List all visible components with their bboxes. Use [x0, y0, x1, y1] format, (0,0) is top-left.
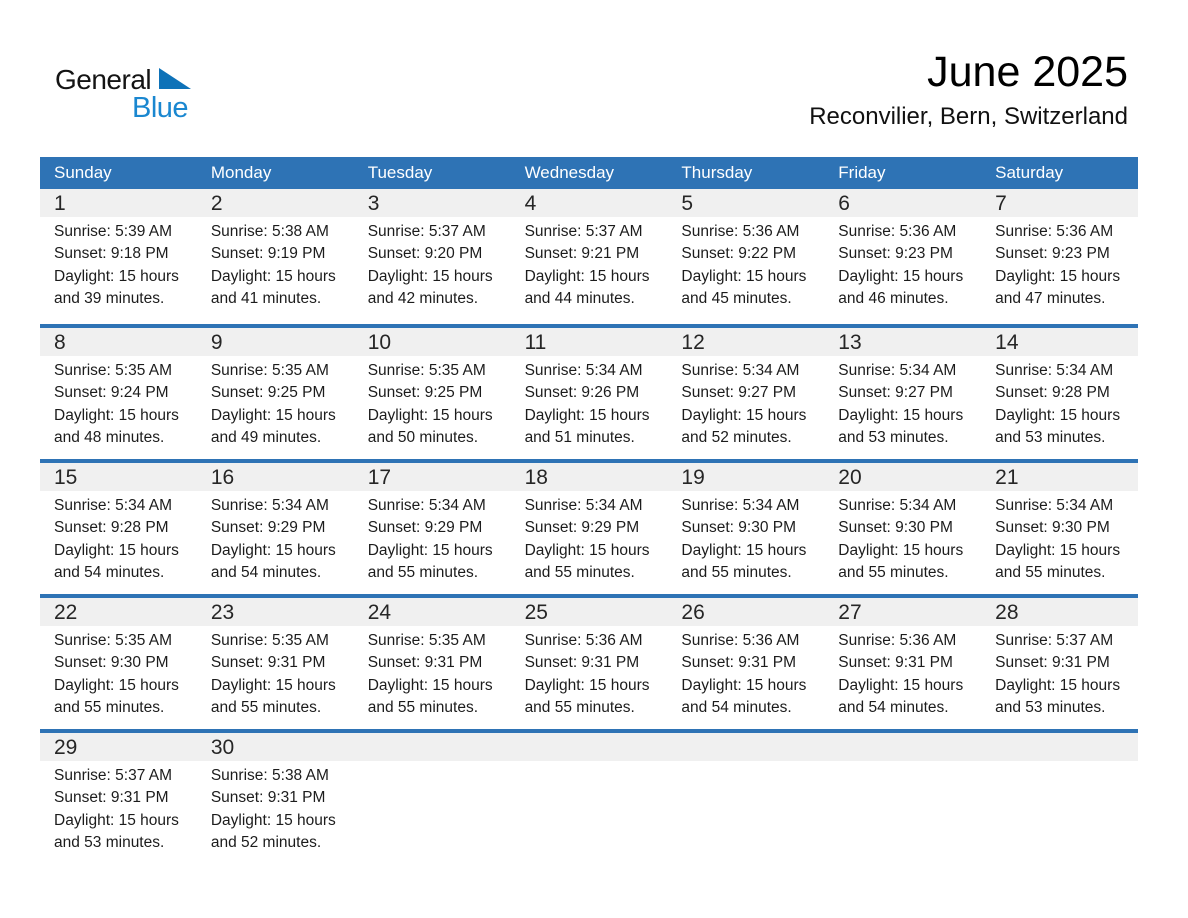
day-cell — [511, 598, 668, 729]
daylight-line1-text: Daylight: 15 hours — [210, 541, 336, 559]
day-cell — [511, 733, 668, 864]
sunset-text: Sunset: 9:31 PM — [681, 654, 797, 672]
daylight-line1-text: Daylight: 15 hours — [681, 406, 807, 424]
day-cell — [981, 598, 1138, 729]
weekday-header-friday: Friday — [838, 163, 886, 182]
day-number-band — [824, 328, 981, 356]
day-number-band — [824, 189, 981, 217]
day-number-band — [981, 328, 1138, 356]
sunrise-text: Sunrise: 5:34 AM — [838, 362, 957, 379]
weekday-header-row — [40, 157, 1138, 189]
day-cell — [197, 328, 354, 459]
day-info — [981, 761, 1138, 765]
daylight-line2-text: and 41 minutes. — [210, 290, 322, 308]
day-cell — [511, 463, 668, 594]
day-number: 7 — [995, 192, 1007, 215]
daylight-line2-text: and 55 minutes. — [524, 699, 635, 717]
day-number: 4 — [524, 192, 537, 215]
day-number-band — [511, 189, 668, 217]
sunrise-text: Sunrise: 5:36 AM — [524, 632, 643, 649]
day-info — [354, 217, 511, 311]
day-number-band — [197, 328, 354, 356]
day-number-band — [354, 328, 511, 356]
day-cell — [197, 189, 354, 324]
day-cell — [354, 328, 511, 459]
day-number-band — [354, 463, 511, 491]
daylight-line1-text: Daylight: 15 hours — [367, 541, 493, 559]
day-number-band — [667, 328, 824, 356]
sunset-text: Sunset: 9:27 PM — [681, 384, 797, 402]
day-number: 8 — [54, 331, 66, 354]
daylight-line2-text: and 55 minutes. — [210, 699, 322, 717]
day-number-band — [511, 328, 668, 356]
day-number-band — [824, 463, 981, 491]
day-number: 14 — [995, 331, 1019, 354]
day-info — [667, 356, 824, 450]
sunrise-text: Sunrise: 5:34 AM — [367, 497, 486, 514]
day-number: 24 — [367, 601, 392, 624]
day-info — [824, 491, 981, 585]
day-number: 12 — [681, 331, 705, 354]
daylight-line1-text: Daylight: 15 hours — [54, 267, 179, 285]
day-number-band — [511, 463, 668, 491]
daylight-line2-text: and 55 minutes. — [524, 564, 635, 582]
day-cell — [40, 189, 197, 324]
day-number: 1 — [54, 192, 66, 215]
week-row — [40, 459, 1138, 594]
sunset-text: Sunset: 9:20 PM — [367, 245, 483, 263]
day-number: 23 — [210, 601, 235, 624]
day-number: 5 — [681, 192, 694, 215]
daylight-line2-text: and 54 minutes. — [681, 699, 792, 717]
sunrise-text: Sunrise: 5:39 AM — [54, 223, 173, 240]
day-cell — [40, 598, 197, 729]
day-info — [824, 217, 981, 311]
sunset-text: Sunset: 9:27 PM — [838, 384, 953, 402]
day-info — [511, 761, 668, 765]
day-cell — [354, 189, 511, 324]
day-number: 25 — [524, 601, 548, 624]
weekday-header-thursday: Thursday — [681, 163, 753, 182]
day-number: 21 — [995, 466, 1019, 489]
day-info — [354, 491, 511, 585]
daylight-line1-text: Daylight: 15 hours — [524, 267, 650, 285]
day-number: 26 — [681, 601, 705, 624]
daylight-line1-text: Daylight: 15 hours — [210, 811, 336, 829]
day-cell — [40, 733, 197, 864]
day-info — [40, 761, 197, 855]
daylight-line1-text: Daylight: 15 hours — [681, 267, 807, 285]
day-info — [981, 491, 1138, 585]
day-cell — [667, 598, 824, 729]
day-info — [197, 491, 354, 585]
daylight-line1-text: Daylight: 15 hours — [54, 811, 179, 829]
day-number-band — [40, 189, 197, 217]
week-row — [40, 729, 1138, 864]
day-cell — [197, 598, 354, 729]
sunset-text: Sunset: 9:21 PM — [524, 245, 640, 263]
sunrise-text: Sunrise: 5:35 AM — [367, 632, 486, 649]
day-number-band — [197, 189, 354, 217]
day-cell — [354, 463, 511, 594]
sunrise-text: Sunrise: 5:36 AM — [838, 632, 957, 649]
sunrise-text: Sunrise: 5:34 AM — [524, 362, 643, 379]
day-cell — [197, 463, 354, 594]
day-info — [197, 217, 354, 311]
weekday-header-tuesday: Tuesday — [367, 163, 433, 182]
day-info — [354, 356, 511, 450]
sunrise-text: Sunrise: 5:37 AM — [524, 223, 643, 240]
day-number: 13 — [838, 331, 862, 354]
sunset-text: Sunset: 9:22 PM — [681, 245, 797, 263]
day-info — [511, 356, 668, 450]
daylight-line2-text: and 44 minutes. — [524, 290, 635, 308]
sunrise-text: Sunrise: 5:36 AM — [838, 223, 957, 240]
sunrise-text: Sunrise: 5:34 AM — [210, 497, 329, 514]
day-cell — [667, 733, 824, 864]
day-info — [40, 356, 197, 450]
day-info — [667, 217, 824, 311]
day-number: 18 — [524, 466, 548, 489]
daylight-line1-text: Daylight: 15 hours — [995, 267, 1121, 285]
daylight-line2-text: and 42 minutes. — [367, 290, 478, 308]
day-number-band — [511, 733, 668, 761]
day-cell — [197, 733, 354, 864]
sunset-text: Sunset: 9:30 PM — [838, 519, 953, 537]
day-number-band — [981, 598, 1138, 626]
daylight-line2-text: and 55 minutes. — [838, 564, 949, 582]
day-number: 19 — [681, 466, 705, 489]
day-info — [667, 761, 824, 765]
sunset-text: Sunset: 9:31 PM — [210, 789, 326, 807]
logo-text-general: General — [55, 64, 152, 95]
day-number-band — [40, 328, 197, 356]
sunset-text: Sunset: 9:31 PM — [524, 654, 640, 672]
sunset-text: Sunset: 9:19 PM — [210, 245, 326, 263]
day-number: 16 — [210, 466, 235, 489]
sunrise-text: Sunrise: 5:34 AM — [681, 362, 800, 379]
daylight-line2-text: and 55 minutes. — [367, 564, 478, 582]
day-number-band — [667, 463, 824, 491]
sunset-text: Sunset: 9:23 PM — [838, 245, 953, 263]
sunset-text: Sunset: 9:30 PM — [995, 519, 1110, 537]
day-info — [354, 761, 511, 765]
daylight-line2-text: and 39 minutes. — [54, 290, 165, 308]
sunset-text: Sunset: 9:30 PM — [54, 654, 169, 672]
daylight-line1-text: Daylight: 15 hours — [995, 676, 1121, 694]
sunrise-text: Sunrise: 5:38 AM — [210, 223, 329, 240]
daylight-line2-text: and 46 minutes. — [838, 290, 949, 308]
sunrise-text: Sunrise: 5:34 AM — [524, 497, 643, 514]
sunset-text: Sunset: 9:29 PM — [524, 519, 640, 537]
sunset-text: Sunset: 9:25 PM — [367, 384, 483, 402]
sunset-text: Sunset: 9:29 PM — [367, 519, 483, 537]
calendar-table — [40, 157, 1138, 864]
daylight-line1-text: Daylight: 15 hours — [524, 541, 650, 559]
day-number-band — [197, 598, 354, 626]
day-info — [40, 491, 197, 585]
day-number: 15 — [54, 466, 78, 489]
day-info — [824, 356, 981, 450]
day-number: 28 — [995, 601, 1019, 624]
sunrise-text: Sunrise: 5:37 AM — [995, 632, 1114, 649]
calendar-weeks — [40, 189, 1138, 864]
weekday-header-saturday: Saturday — [995, 163, 1064, 182]
day-number-band — [824, 733, 981, 761]
day-cell — [981, 189, 1138, 324]
day-cell — [824, 598, 981, 729]
day-number-band — [40, 733, 197, 761]
day-number: 29 — [54, 736, 78, 759]
daylight-line2-text: and 55 minutes. — [367, 699, 478, 717]
sunrise-text: Sunrise: 5:37 AM — [367, 223, 486, 240]
day-number-band — [981, 189, 1138, 217]
day-cell — [667, 328, 824, 459]
sunrise-text: Sunrise: 5:35 AM — [54, 632, 173, 649]
daylight-line2-text: and 50 minutes. — [367, 429, 478, 447]
weekday-header-sunday: Sunday — [54, 163, 112, 182]
day-number-band — [197, 463, 354, 491]
sunrise-text: Sunrise: 5:34 AM — [838, 497, 957, 514]
day-number-band — [354, 598, 511, 626]
day-cell — [981, 733, 1138, 864]
day-number-band — [354, 733, 511, 761]
sunset-text: Sunset: 9:26 PM — [524, 384, 640, 402]
day-number: 11 — [524, 331, 547, 354]
day-cell — [354, 733, 511, 864]
day-info — [354, 626, 511, 720]
daylight-line2-text: and 54 minutes. — [210, 564, 322, 582]
sunset-text: Sunset: 9:30 PM — [681, 519, 797, 537]
daylight-line2-text: and 54 minutes. — [838, 699, 949, 717]
daylight-line2-text: and 55 minutes. — [995, 564, 1106, 582]
sunset-text: Sunset: 9:29 PM — [210, 519, 326, 537]
daylight-line1-text: Daylight: 15 hours — [54, 676, 179, 694]
week-row — [40, 594, 1138, 729]
day-number-band — [197, 733, 354, 761]
day-cell — [511, 189, 668, 324]
daylight-line2-text: and 55 minutes. — [681, 564, 792, 582]
day-cell — [981, 328, 1138, 459]
day-number: 30 — [210, 736, 235, 759]
daylight-line1-text: Daylight: 15 hours — [995, 406, 1121, 424]
logo-triangle-icon — [159, 68, 191, 89]
day-cell — [824, 328, 981, 459]
daylight-line2-text: and 53 minutes. — [838, 429, 949, 447]
week-row — [40, 324, 1138, 459]
daylight-line2-text: and 45 minutes. — [681, 290, 792, 308]
day-info — [40, 217, 197, 311]
day-number: 9 — [210, 331, 223, 354]
day-info — [824, 761, 981, 765]
day-cell — [40, 463, 197, 594]
daylight-line1-text: Daylight: 15 hours — [54, 406, 179, 424]
day-number-band — [667, 598, 824, 626]
daylight-line1-text: Daylight: 15 hours — [524, 406, 650, 424]
daylight-line2-text: and 51 minutes. — [524, 429, 635, 447]
daylight-line1-text: Daylight: 15 hours — [995, 541, 1121, 559]
day-number: 17 — [367, 466, 392, 489]
day-cell — [824, 733, 981, 864]
day-info — [197, 626, 354, 720]
sunrise-text: Sunrise: 5:36 AM — [681, 223, 800, 240]
sunrise-text: Sunrise: 5:34 AM — [995, 362, 1114, 379]
day-info — [667, 626, 824, 720]
day-number-band — [981, 733, 1138, 761]
daylight-line2-text: and 52 minutes. — [681, 429, 792, 447]
page-title: June 2025 — [927, 48, 1128, 96]
day-cell — [824, 463, 981, 594]
day-number: 27 — [838, 601, 862, 624]
day-number-band — [40, 598, 197, 626]
daylight-line2-text: and 53 minutes. — [995, 429, 1106, 447]
day-number: 22 — [54, 601, 78, 624]
daylight-line1-text: Daylight: 15 hours — [681, 676, 807, 694]
day-number: 2 — [210, 192, 223, 215]
sunrise-text: Sunrise: 5:35 AM — [367, 362, 486, 379]
day-info — [197, 356, 354, 450]
daylight-line2-text: and 55 minutes. — [54, 699, 165, 717]
daylight-line1-text: Daylight: 15 hours — [524, 676, 650, 694]
sunset-text: Sunset: 9:31 PM — [995, 654, 1110, 672]
day-info — [667, 491, 824, 585]
sunrise-text: Sunrise: 5:34 AM — [681, 497, 800, 514]
day-info — [981, 356, 1138, 450]
day-number-band — [40, 463, 197, 491]
weekday-header-wednesday: Wednesday — [524, 163, 615, 182]
day-number: 20 — [838, 466, 862, 489]
daylight-line2-text: and 52 minutes. — [210, 834, 322, 852]
sunrise-text: Sunrise: 5:37 AM — [54, 767, 173, 784]
daylight-line1-text: Daylight: 15 hours — [210, 267, 336, 285]
day-number-band — [667, 189, 824, 217]
sunrise-text: Sunrise: 5:34 AM — [995, 497, 1114, 514]
day-cell — [667, 463, 824, 594]
daylight-line1-text: Daylight: 15 hours — [210, 406, 336, 424]
day-cell — [824, 189, 981, 324]
daylight-line2-text: and 47 minutes. — [995, 290, 1106, 308]
day-cell — [981, 463, 1138, 594]
day-info — [511, 491, 668, 585]
day-info — [981, 217, 1138, 311]
day-number: 6 — [838, 192, 850, 215]
daylight-line1-text: Daylight: 15 hours — [838, 541, 964, 559]
weekday-header-monday: Monday — [210, 163, 272, 182]
day-info — [197, 761, 354, 855]
sunset-text: Sunset: 9:24 PM — [54, 384, 169, 402]
day-info — [40, 626, 197, 720]
day-number-band — [667, 733, 824, 761]
sunset-text: Sunset: 9:28 PM — [995, 384, 1110, 402]
daylight-line1-text: Daylight: 15 hours — [838, 267, 964, 285]
day-info — [511, 217, 668, 311]
title-block — [809, 48, 1128, 131]
sunset-text: Sunset: 9:31 PM — [54, 789, 169, 807]
daylight-line1-text: Daylight: 15 hours — [681, 541, 807, 559]
sunrise-text: Sunrise: 5:34 AM — [54, 497, 173, 514]
logo-text-blue: Blue — [132, 92, 189, 124]
daylight-line2-text: and 53 minutes. — [54, 834, 165, 852]
sunset-text: Sunset: 9:23 PM — [995, 245, 1110, 263]
sunset-text: Sunset: 9:18 PM — [54, 245, 169, 263]
day-cell — [511, 328, 668, 459]
daylight-line2-text: and 53 minutes. — [995, 699, 1106, 717]
daylight-line2-text: and 49 minutes. — [210, 429, 322, 447]
sunrise-text: Sunrise: 5:35 AM — [210, 632, 329, 649]
day-number-band — [824, 598, 981, 626]
sunset-text: Sunset: 9:25 PM — [210, 384, 326, 402]
sunset-text: Sunset: 9:31 PM — [367, 654, 483, 672]
week-row — [40, 189, 1138, 324]
day-number-band — [511, 598, 668, 626]
sunset-text: Sunset: 9:31 PM — [838, 654, 953, 672]
general-blue-logo — [55, 56, 215, 126]
daylight-line2-text: and 48 minutes. — [54, 429, 165, 447]
daylight-line1-text: Daylight: 15 hours — [838, 676, 964, 694]
day-cell — [354, 598, 511, 729]
daylight-line1-text: Daylight: 15 hours — [367, 267, 493, 285]
sunrise-text: Sunrise: 5:35 AM — [54, 362, 173, 379]
sunrise-text: Sunrise: 5:36 AM — [681, 632, 800, 649]
day-number-band — [981, 463, 1138, 491]
sunset-text: Sunset: 9:31 PM — [210, 654, 326, 672]
day-number-band — [354, 189, 511, 217]
daylight-line1-text: Daylight: 15 hours — [367, 406, 493, 424]
day-number: 10 — [367, 331, 392, 354]
day-cell — [667, 189, 824, 324]
sunrise-text: Sunrise: 5:36 AM — [995, 223, 1114, 240]
day-info — [981, 626, 1138, 720]
sunrise-text: Sunrise: 5:35 AM — [210, 362, 329, 379]
daylight-line1-text: Daylight: 15 hours — [838, 406, 964, 424]
page-subtitle: Reconvilier, Bern, Switzerland — [809, 103, 1128, 131]
daylight-line1-text: Daylight: 15 hours — [54, 541, 179, 559]
day-info — [824, 626, 981, 720]
sunset-text: Sunset: 9:28 PM — [54, 519, 169, 537]
day-info — [511, 626, 668, 720]
daylight-line2-text: and 54 minutes. — [54, 564, 165, 582]
daylight-line1-text: Daylight: 15 hours — [210, 676, 336, 694]
daylight-line1-text: Daylight: 15 hours — [367, 676, 493, 694]
sunrise-text: Sunrise: 5:38 AM — [210, 767, 329, 784]
day-number: 3 — [367, 192, 380, 215]
day-cell — [40, 328, 197, 459]
